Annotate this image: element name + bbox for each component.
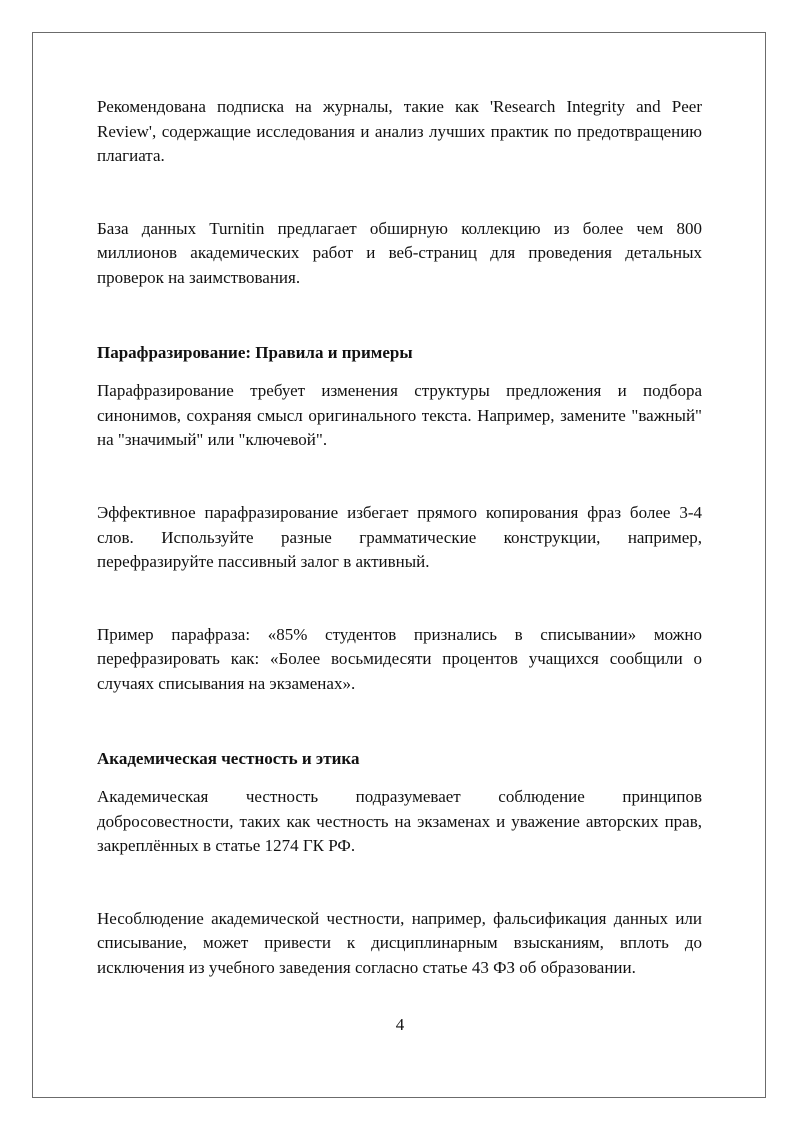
section-heading-academic-integrity: Академическая честность и этика — [97, 748, 360, 768]
paragraph-integrity-violations: Несоблюдение академической честности, например, фальсификация данных или списывание, может привести к дисциплинарным взысканиям, вплоть до исключения из учебного заведения согласно статье 43 ФЗ об образовании. — [97, 908, 702, 978]
paragraph-paraphrasing-effective: Эффективное парафразирование избегает прямого копирования фраз более 3-4 слов. Используйте разные грамматические конструкции, например, перефразируйте пассивный залог в активный. — [97, 502, 702, 572]
paragraph-journals: Рекомендована подписка на журналы, такие как 'Research Integrity and Peer Review', содержащие исследования и анализ лучших практик по предотвращению плагиата. — [97, 97, 702, 166]
document-body — [97, 95, 702, 981]
section-heading-paraphrasing: Парафразирование: Правила и примеры — [97, 342, 413, 362]
paragraph-paraphrasing-rules: Парафразирование требует изменения структуры предложения и подбора синонимов, сохраняя смысл оригинального текста. Например, замените "важный" на "значимый" или "ключевой". — [97, 381, 702, 450]
paragraph-paraphrasing-example: Пример парафраза: «85% студентов признались в списывании» можно перефразировать как: «Более восьмидесяти процентов учащихся сообщили о случаях списывания на экзаменах». — [97, 624, 702, 693]
page-number: 4 — [395, 1015, 405, 1034]
paragraph-turnitin: База данных Turnitin предлагает обширную коллекцию из более чем 800 миллионов академических работ и веб-страниц для проведения детальных проверок на заимствования. — [97, 218, 702, 287]
paragraph-integrity-definition: Академическая честность подразумевает соблюдение принципов добросовестности, таких как честность на экзаменах и уважение авторских прав, закреплённых в статье 1274 ГК РФ. — [97, 787, 702, 856]
